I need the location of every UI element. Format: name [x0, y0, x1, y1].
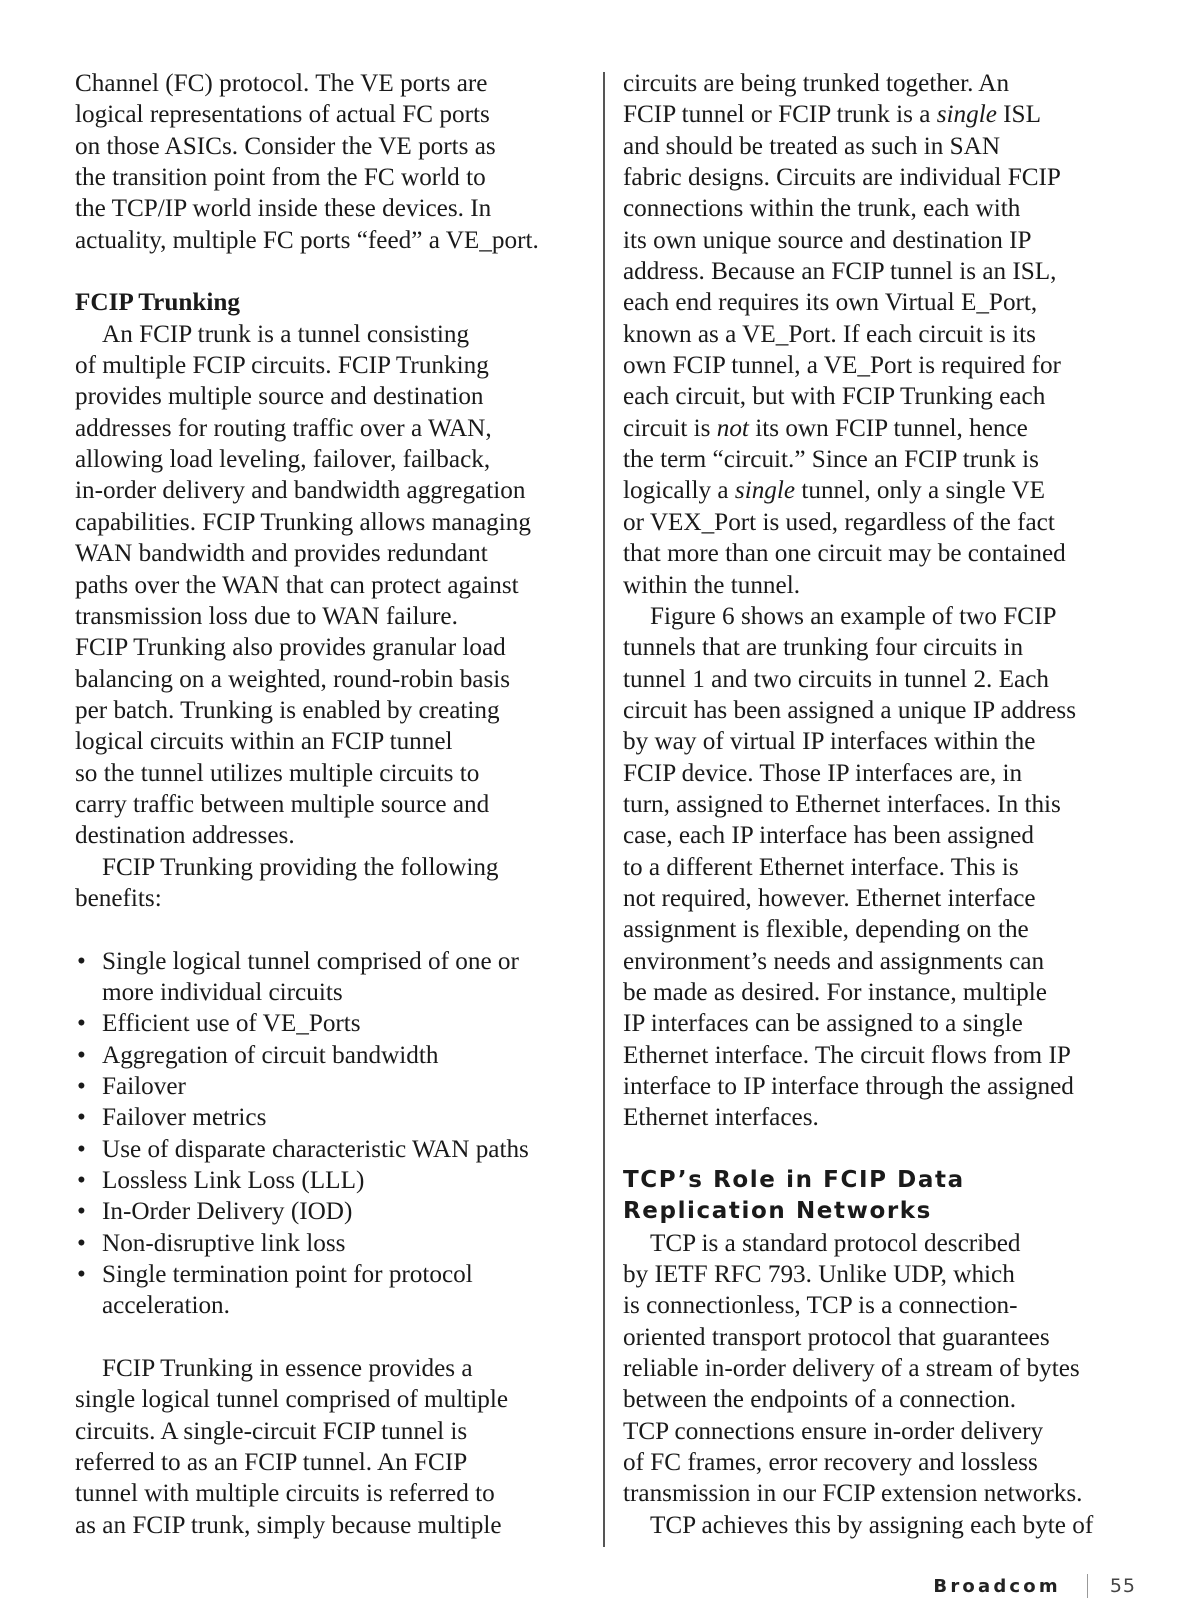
text-line: own FCIP tunnel, a VE_Port is required for: [623, 352, 1061, 380]
heading-line: Replication Networks: [623, 1198, 932, 1225]
list-item: • Failover metrics: [75, 1102, 590, 1133]
list-item: • Use of disparate characteristic WAN paths: [75, 1134, 590, 1165]
text-line: its own unique source and destination IP: [623, 226, 1032, 254]
text-line: not required, however. Ethernet interface: [623, 884, 1036, 912]
text-line: transmission loss due to WAN failure.: [75, 602, 458, 630]
list-item: • Failover: [75, 1071, 590, 1102]
text-line: known as a VE_Port. If each circuit is its: [623, 320, 1036, 348]
text-line: the TCP/IP world inside these devices. In: [75, 195, 492, 223]
text-line: oriented transport protocol that guarantees: [623, 1323, 1050, 1351]
text-line: WAN bandwidth and provides redundant: [75, 540, 488, 568]
text-line: assignment is flexible, depending on the: [623, 916, 1029, 944]
intro-paragraph: [75, 68, 590, 256]
text-line: circuit is not its own FCIP tunnel, hence: [623, 414, 1028, 442]
emphasis: single: [734, 477, 796, 505]
text-line: FCIP Trunking in essence provides a: [102, 1355, 473, 1383]
text-line: capabilities. FCIP Trunking allows managing: [75, 508, 531, 536]
text-line: within the tunnel.: [623, 571, 800, 599]
text-line: fabric designs. Circuits are individual FCIP: [623, 164, 1061, 192]
text-line: each end requires its own Virtual E_Port,: [623, 289, 1038, 317]
list-item: • Single logical tunnel comprised of one or: [75, 946, 590, 977]
text-line: logical circuits within an FCIP tunnel: [75, 728, 453, 756]
bullet-icon: •: [77, 1041, 86, 1069]
trunk-definition-paragraph: [623, 68, 1138, 601]
text-line: TCP achieves this by assigning each byte of: [650, 1511, 1094, 1539]
text-line: circuit has been assigned a unique IP address: [623, 696, 1077, 724]
text-line: so the tunnel utilizes multiple circuits to: [75, 759, 480, 787]
text-line: FCIP device. Those IP interfaces are, in: [623, 759, 1023, 787]
text-line: referred to as an FCIP tunnel. An FCIP: [75, 1449, 468, 1477]
list-item: • Single termination point for protocol: [75, 1259, 590, 1290]
text-line: by way of virtual IP interfaces within the: [623, 728, 1036, 756]
text-line: turn, assigned to Ethernet interfaces. In this: [623, 790, 1061, 818]
text-line: by IETF RFC 793. Unlike UDP, which: [623, 1261, 1015, 1289]
text-line: tunnels that are trunking four circuits in: [623, 634, 1024, 662]
text-line: each circuit, but with FCIP Trunking each: [623, 383, 1046, 411]
bullet-icon: •: [77, 947, 86, 975]
text-line: TCP is a standard protocol described: [650, 1229, 1021, 1257]
list-item: • Lossless Link Loss (LLL): [75, 1165, 590, 1196]
text-line: that more than one circuit may be contained: [623, 540, 1066, 568]
heading-line: TCP’s Role in FCIP Data: [623, 1167, 965, 1194]
text-line: transmission in our FCIP extension networks.: [623, 1480, 1083, 1508]
text-line: circuits. A single-circuit FCIP tunnel is: [75, 1417, 468, 1445]
text-line: to a different Ethernet interface. This is: [623, 853, 1019, 881]
text-line: provides multiple source and destination: [75, 383, 484, 411]
footer-divider: [1087, 1574, 1088, 1598]
section-heading-fcip-trunking: FCIP Trunking: [75, 289, 240, 317]
trunking-paragraph: [75, 319, 590, 852]
text-line: reliable in-order delivery of a stream of bytes: [623, 1355, 1080, 1383]
text-line: connections within the trunk, each with: [623, 195, 1021, 223]
list-item: • In-Order Delivery (IOD): [75, 1196, 590, 1227]
page-number: 55: [1109, 1575, 1136, 1597]
section-heading-tcp-role: [623, 1165, 1138, 1228]
column-divider: [603, 72, 605, 1547]
text-line: as an FCIP trunk, simply because multiple: [75, 1511, 502, 1539]
bullet-icon: •: [77, 1104, 86, 1132]
text-line: and should be treated as such in SAN: [623, 132, 1001, 160]
text-line: IP interfaces can be assigned to a single: [623, 1010, 1023, 1038]
text-line: allowing load leveling, failover, failback,: [75, 446, 491, 474]
text-line: the transition point from the FC world to: [75, 164, 486, 192]
text-line: between the endpoints of a connection.: [623, 1386, 1017, 1414]
bullet-icon: •: [77, 1010, 86, 1038]
text-line: environment’s needs and assignments can: [623, 947, 1045, 975]
text-line: Channel (FC) protocol. The VE ports are: [75, 70, 488, 97]
emphasis: single: [936, 101, 997, 129]
text-line: benefits:: [75, 884, 162, 912]
text-line: Ethernet interfaces.: [623, 1104, 819, 1132]
brand-name: Broadcom: [933, 1575, 1061, 1597]
list-item-continuation: more individual circuits: [102, 978, 343, 1006]
list-item: • Efficient use of VE_Ports: [75, 1008, 590, 1039]
text-line: addresses for routing traffic over a WAN,: [75, 414, 492, 442]
text-line: logically a single tunnel, only a single VE: [623, 477, 1046, 505]
text-line: carry traffic between multiple source and: [75, 790, 490, 818]
text-line: Ethernet interface. The circuit flows from IP: [623, 1041, 1071, 1069]
text-line: TCP connections ensure in-order delivery: [623, 1417, 1044, 1445]
right-column: [623, 68, 1138, 1541]
text-line: An FCIP trunk is a tunnel consisting: [102, 320, 470, 348]
text-line: is connectionless, TCP is a connection-: [623, 1292, 1018, 1320]
text-line: or VEX_Port is used, regardless of the fact: [623, 508, 1055, 536]
bullet-icon: •: [77, 1167, 86, 1195]
text-line: paths over the WAN that can protect against: [75, 571, 519, 599]
text-line: destination addresses.: [75, 822, 295, 850]
left-column: [75, 68, 590, 1541]
text-line: be made as desired. For instance, multiple: [623, 978, 1047, 1006]
text-line: actuality, multiple FC ports “feed” a VE_port.: [75, 226, 539, 254]
text-line: in-order delivery and bandwidth aggregation: [75, 477, 526, 505]
emphasis: not: [716, 414, 749, 442]
text-line: circuits are being trunked together. An: [623, 70, 1010, 97]
text-line: FCIP tunnel or FCIP trunk is a single ISL: [623, 101, 1041, 129]
list-item: • Aggregation of circuit bandwidth: [75, 1040, 590, 1071]
text-line: balancing on a weighted, round-robin basis: [75, 665, 511, 693]
text-line: tunnel 1 and two circuits in tunnel 2. Each: [623, 665, 1049, 693]
figure-paragraph: [623, 601, 1138, 1134]
text-line: FCIP Trunking providing the following: [102, 853, 499, 881]
text-line: on those ASICs. Consider the VE ports as: [75, 132, 496, 160]
bullet-icon: •: [77, 1135, 86, 1163]
bullet-icon: •: [77, 1261, 86, 1289]
page-footer: [933, 1574, 1136, 1598]
bullet-icon: •: [77, 1229, 86, 1257]
text-line: single logical tunnel comprised of multiple: [75, 1386, 508, 1414]
text-line: case, each IP interface has been assigned: [623, 822, 1034, 850]
text-line: tunnel with multiple circuits is referred to: [75, 1480, 495, 1508]
list-item-continuation: acceleration.: [102, 1292, 230, 1320]
bullet-icon: •: [77, 1198, 86, 1226]
text-line: Figure 6 shows an example of two FCIP: [650, 602, 1057, 630]
text-line: of multiple FCIP circuits. FCIP Trunking: [75, 352, 489, 380]
text-line: interface to IP interface through the assigned: [623, 1073, 1074, 1100]
essence-paragraph: [75, 1353, 590, 1541]
benefits-intro: [75, 852, 590, 915]
tcp-paragraph: [623, 1228, 1138, 1541]
text-line: of FC frames, error recovery and lossless: [623, 1449, 1038, 1477]
text-line: FCIP Trunking also provides granular load: [75, 634, 506, 662]
text-line: the term “circuit.” Since an FCIP trunk is: [623, 446, 1039, 474]
list-item: • Non-disruptive link loss: [75, 1228, 590, 1259]
bullet-icon: •: [77, 1073, 86, 1100]
benefits-list: [75, 946, 590, 1322]
text-line: address. Because an FCIP tunnel is an ISL,: [623, 258, 1057, 286]
text-line: logical representations of actual FC ports: [75, 101, 490, 129]
text-line: per batch. Trunking is enabled by creating: [75, 696, 500, 724]
